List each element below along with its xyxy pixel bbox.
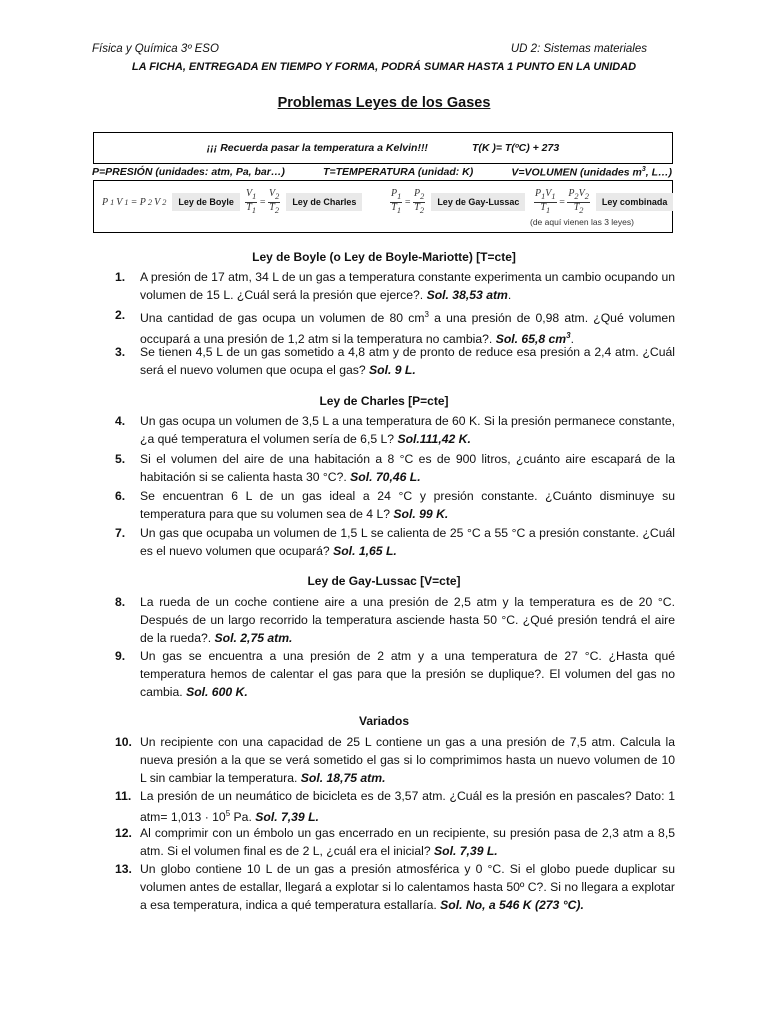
kelvin-formula: T(K )= T(ºC) + 273 xyxy=(471,142,560,154)
gas-laws-box xyxy=(93,180,673,233)
problem-13: 13. Un globo contiene 10 L de un gas a presión atmosférica y 0 °C. Si el globo puede duplicar su volumen antes de estallar, llegará a explotar si lo calentamos hasta 50º C?. Si no llegara a explotar a esa temperatura, indica a qué temperatura estallaría. Sol. No, a 546 K (273 °C). xyxy=(115,862,675,912)
charles-law-label: Ley de Charles xyxy=(286,193,362,211)
problem-8: 8. La rueda de un coche contiene aire a una presión de 2,5 atm y la temperatura es de 20 °C. Después de un largo recorrido la temperatura asciende hasta 50 °C. ¿Qué presión tendrá el aire de la rueda?. Sol. 2,75 atm. xyxy=(115,595,675,645)
header-unit: UD 2: Sistemas materiales xyxy=(510,43,647,55)
volume-units: V=VOLUMEN (unidades $m^3$, L…) xyxy=(511,166,672,179)
grading-notice: LA FICHA, ENTREGADA EN TIEMPO Y FORMA, PODRÁ SUMAR HASTA 1 PUNTO EN LA UNIDAD xyxy=(131,61,637,73)
header-subject: Física y Química 3º ESO xyxy=(92,43,219,55)
temperature-units: T=TEMPERATURA (unidad: K) xyxy=(323,166,474,178)
charles-formula: $\frac{V_1}{T_1}$ = $\frac{V_2}{T_2}$ xyxy=(246,187,280,215)
combined-law-label: Ley combinada xyxy=(596,193,674,211)
problem-12: 12. Al comprimir con un émbolo un gas encerrado en un recipiente, su presión pasa de 2,3 atm a 8,5 atm. Si el volumen final es de 2 L, ¿cuál era el inicial? Sol. 7,39 L. xyxy=(115,826,675,858)
combined-law-cell xyxy=(534,187,673,217)
boyle-formula: P 1 V 1 = P 2 V 2 xyxy=(102,196,167,208)
problem-11: 11. La presión de un neumático de bicicleta es de 3,57 atm. ¿Cuál es la presión en pascales? Dato: 1 $atm= 1,013 \cdot 10^5$ Pa. Sol. 7,39 L. xyxy=(115,789,675,825)
gaylussac-formula: $\frac{P_1}{T_1}$ = $\frac{P_2}{T_2}$ xyxy=(391,187,425,215)
problem-6: 6. Se encuentran 6 L de un gas ideal a 24 °C y presión constante. ¿Cuánto disminuye su temperatura para que su volumen sea de 4 L? Sol. 99 K. xyxy=(115,489,675,521)
problem-3: 3. Se tienen 4,5 L de un gas sometido a 4,8 atm y de pronto de reduce esa presión a 2,4 atm. ¿Cuál será el nuevo volumen que ocupa el gas? Sol. 9 L. xyxy=(115,345,675,377)
section-variados: Variados xyxy=(358,714,410,728)
problem-10: 10. Un recipiente con una capacidad de 25 L contiene un gas a una presión de 7,5 atm. Calcula la nueva presión a la que se verá sometido el gas si lo comprimimos hasta un nuevo volumen de 10 L sin cambiar la temperatura. Sol. 18,75 atm. xyxy=(115,735,675,785)
problem-1: 1. A presión de 17 atm, 34 L de un gas a temperatura constante experimenta un cambio ocupando un volumen de 15 L. ¿Cuál será la presión que ejerce?. Sol. 38,53 atm. xyxy=(115,270,675,302)
problem-5: 5. Si el volumen del aire de una habitación a 8 °C es de 900 litros, ¿cuánto aire escapará de la habitación si se calienta hasta 30 °C?. Sol. 70,46 L. xyxy=(115,452,675,484)
problem-4: 4. Un gas ocupa un volumen de 3,5 L a una temperatura de 60 K. Si la presión permanece constante, ¿a qué temperatura el volumen sería de 6,5 L? Sol.111,42 K. xyxy=(115,414,675,446)
kelvin-reminder-box xyxy=(93,132,673,164)
kelvin-reminder-text: ¡¡¡ Recuerda pasar la temperatura a Kelvin!!! xyxy=(206,142,428,154)
gaylussac-law-label: Ley de Gay-Lussac xyxy=(431,193,525,211)
section-boyle: Ley de Boyle (o Ley de Boyle-Mariotte) [T=cte] xyxy=(252,250,516,264)
boyle-law-cell xyxy=(102,187,240,217)
page-header xyxy=(92,43,647,55)
pressure-units: P=PRESIÓN (unidades: atm, Pa, bar…) xyxy=(92,166,285,178)
combined-formula: $\frac{P_1V_1}{T_1}$ = $\frac{P_2V_2}{T_2}$ xyxy=(535,187,589,215)
section-charles: Ley de Charles [P=cte] xyxy=(319,394,449,408)
charles-law-cell xyxy=(245,187,362,217)
problem-2: 2. Una cantidad de gas ocupa un volumen de 80 $cm^3$ a una presión de 0,98 atm. ¿Qué volumen occupará a una presión de 1,2 atm si la temperatura no cambia?. Sol. 65,8 $cm^3$. xyxy=(115,308,675,347)
units-legend xyxy=(92,166,672,179)
problem-9: 9. Un gas se encuentra a una presión de 2 atm y a una temperatura de 27 °C. ¿Hasta qué temperatura hemos de calentar el gas para que la presión se duplique?. El volumen del gas no cambia. Sol. 600 K. xyxy=(115,649,675,699)
boyle-law-label: Ley de Boyle xyxy=(172,193,240,211)
combined-law-note: (de aquí vienen las 3 leyes) xyxy=(530,217,634,227)
page-title: Problemas Leyes de los Gases xyxy=(277,95,491,111)
problem-7: 7. Un gas que ocupaba un volumen de 1,5 L se calienta de 25 °C a 55 °C a presión constante. ¿Cuál es el nuevo volumen que ocupará? Sol. 1,65 L. xyxy=(115,526,675,558)
section-gaylussac: Ley de Gay-Lussac [V=cte] xyxy=(307,574,461,588)
gaylussac-law-cell xyxy=(390,187,525,217)
